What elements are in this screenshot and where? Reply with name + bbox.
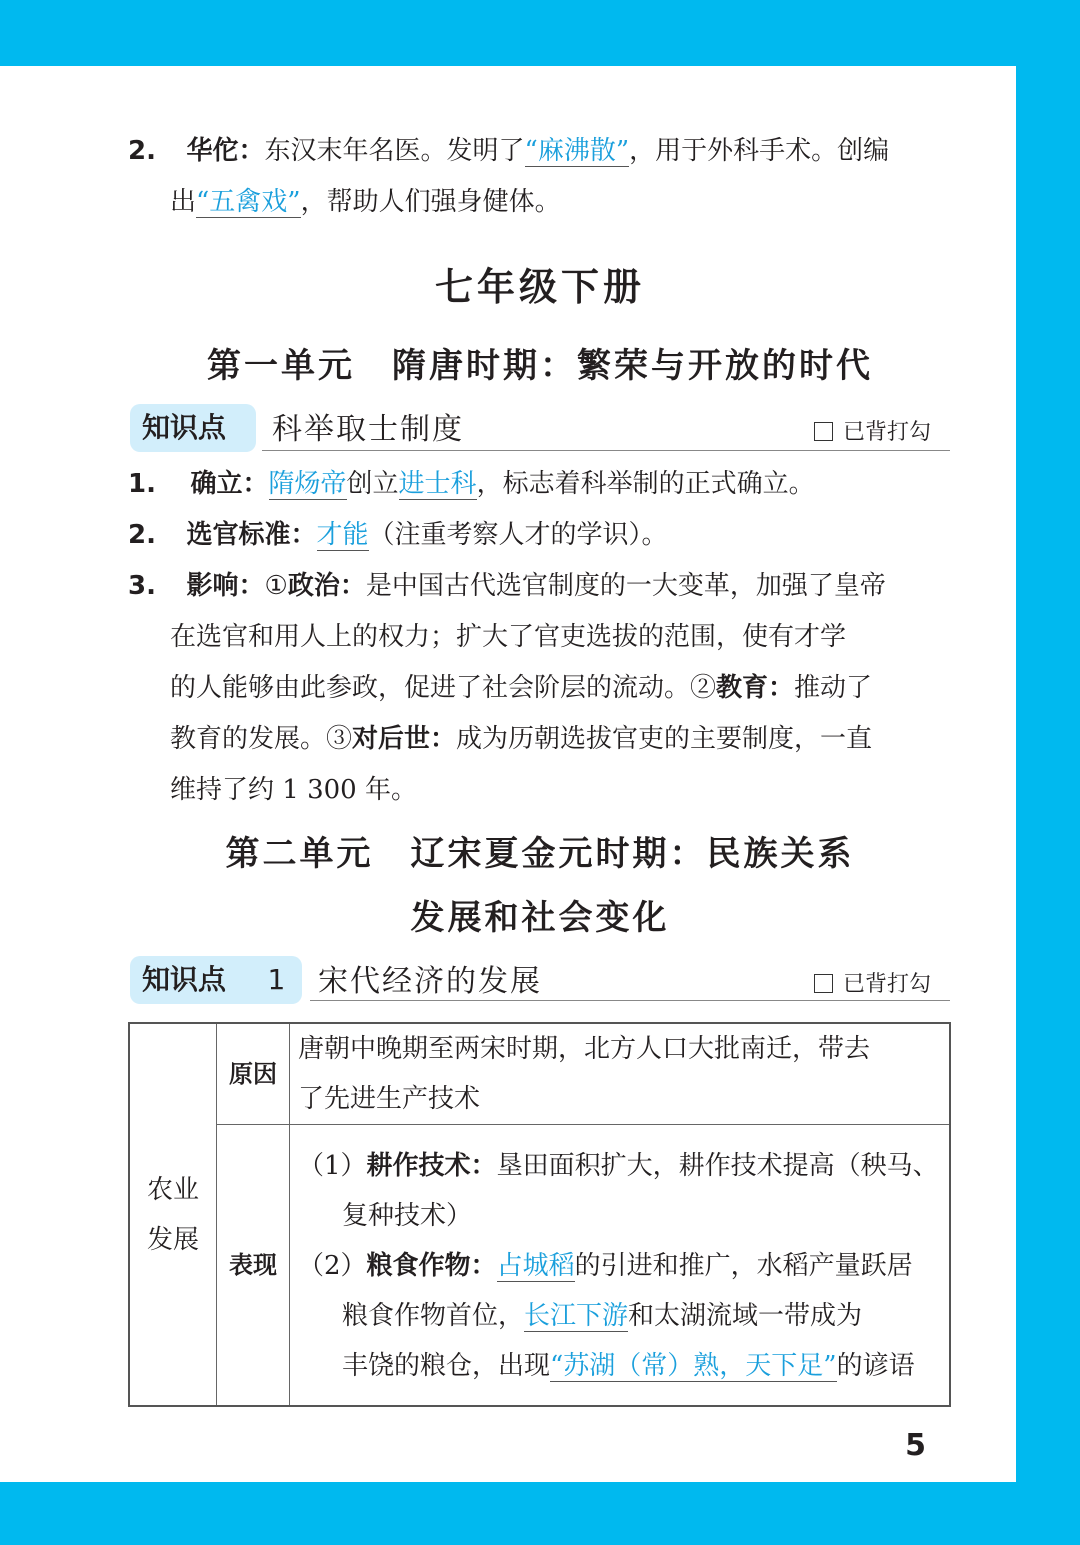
answer-blank: 隋炀帝: [268, 469, 347, 499]
item-number: 3.: [128, 571, 156, 601]
item-text: 丰饶的粮仓，出现: [342, 1351, 551, 1381]
item-label: 政治：: [287, 571, 366, 601]
knowledge-point-title: 科举取士制度: [272, 412, 464, 447]
item-text: ，用于外科手术。创编: [629, 136, 890, 166]
answer-blank: 占城稻: [496, 1251, 575, 1281]
knowledge-point-number: 1: [267, 963, 286, 996]
item-label: 华佗：: [186, 136, 265, 166]
agriculture-table: [128, 1022, 951, 1407]
unit1-title: 第一单元 隋唐时期：繁荣与开放的时代: [207, 346, 873, 386]
item-text: ，标志着科举制的正式确立。: [476, 469, 815, 499]
answer-blank: 才能: [316, 520, 369, 550]
answer-blank: “苏湖（常）熟，天下足”: [550, 1351, 837, 1381]
cell-line: [298, 1291, 943, 1341]
kp1-item-1: [128, 467, 815, 501]
item-text: 的人能够由此参政，促进了社会阶层的流动。②: [170, 673, 717, 703]
row-head: 表现: [217, 1125, 290, 1407]
item-number: （2）: [298, 1251, 367, 1281]
item-label: 耕作技术：: [366, 1151, 497, 1181]
item-text: 教育的发展。③: [170, 724, 353, 754]
item-text: 和太湖流域一带成为: [628, 1301, 863, 1331]
cell-line: [298, 1341, 943, 1391]
knowledge-point-tag: [130, 956, 302, 1004]
item-text: （注重考察人才的学识）。: [368, 520, 668, 550]
row-content: [290, 1023, 951, 1125]
item-label: 选官标准：: [186, 520, 317, 550]
item-label: 教育：: [716, 673, 795, 703]
item-number: 2.: [128, 520, 156, 550]
item-text: 的引进和推广，水稻产量跃居: [574, 1251, 913, 1281]
cell-line: [298, 1241, 943, 1291]
cell-line: 唐朝中晚期至两宋时期，北方人口大批南迁，带去: [298, 1034, 871, 1064]
item-text: 成为历朝选拔官吏的主要制度，一直: [456, 724, 873, 754]
item-hua-tuo-cont: [170, 185, 561, 219]
kp1-item-3-line5: 维持了约 1 300 年。: [170, 775, 417, 805]
answer-blank: “麻沸散”: [524, 136, 630, 166]
kp1-item-3-line4: [170, 722, 872, 756]
row-head: 原因: [217, 1023, 290, 1125]
item-number: 1.: [128, 469, 156, 499]
kp1-item-2: [128, 518, 668, 552]
item-label: 确立：: [190, 469, 269, 499]
item-text: 推动了: [794, 673, 873, 703]
item-label: 粮食作物：: [366, 1251, 497, 1281]
item-text: ①: [264, 571, 288, 601]
grade-title: 七年级下册: [434, 265, 645, 309]
item-text: 出: [170, 187, 197, 217]
divider: [310, 1000, 950, 1001]
item-text: 东汉末年名医。发明了: [264, 136, 525, 166]
knowledge-point-title: 宋代经济的发展: [318, 964, 542, 999]
memorized-checkbox[interactable]: [814, 418, 931, 448]
item-text: ，帮助人们强身健体。: [300, 187, 561, 217]
kp1-item-3-line2: 在选官和用人上的权力；扩大了官吏选拔的范围，使有才学: [170, 622, 847, 652]
category-label: 发展: [146, 1224, 199, 1255]
item-text: 创立: [346, 469, 399, 499]
page-number: 5: [905, 1428, 926, 1463]
item-label: 对后世：: [352, 724, 457, 754]
cell-line: 了先进生产技术: [298, 1084, 481, 1114]
answer-blank: “五禽戏”: [196, 187, 301, 217]
item-hua-tuo: [128, 134, 889, 168]
knowledge-point-tag-label: 知识点: [142, 963, 227, 996]
item-text: 的谚语: [836, 1351, 915, 1381]
category-label: 农业: [146, 1174, 199, 1205]
checkbox-label: 已背打勾: [843, 420, 932, 445]
answer-blank: 长江下游: [524, 1301, 629, 1331]
kp1-item-3: [128, 569, 886, 603]
kp1-item-3-line3: [170, 671, 872, 705]
memorized-checkbox[interactable]: [814, 970, 931, 1000]
category-cell: [129, 1023, 217, 1406]
checkbox-square-icon[interactable]: [814, 974, 833, 993]
knowledge-point-tag: 知识点: [130, 404, 256, 452]
item-text: 垦田面积扩大，耕作技术提高（秧马、: [496, 1151, 939, 1181]
item-number: 2.: [128, 136, 156, 166]
cell-line: [298, 1141, 943, 1191]
cell-line: 复种技术）: [342, 1201, 473, 1231]
item-number: （1）: [298, 1151, 367, 1181]
item-text: 粮食作物首位，: [342, 1301, 525, 1331]
answer-blank: 进士科: [398, 469, 477, 499]
checkbox-square-icon[interactable]: [814, 422, 833, 441]
unit2-title-line2: 发展和社会变化: [410, 898, 670, 938]
checkbox-label: 已背打勾: [843, 972, 932, 997]
row-content: [290, 1125, 951, 1407]
divider: [262, 450, 950, 451]
item-label: 影响：: [186, 571, 265, 601]
unit2-title-line1: 第二单元 辽宋夏金元时期：民族关系: [225, 834, 855, 874]
item-text: 是中国古代选官制度的一大变革，加强了皇帝: [365, 571, 886, 601]
